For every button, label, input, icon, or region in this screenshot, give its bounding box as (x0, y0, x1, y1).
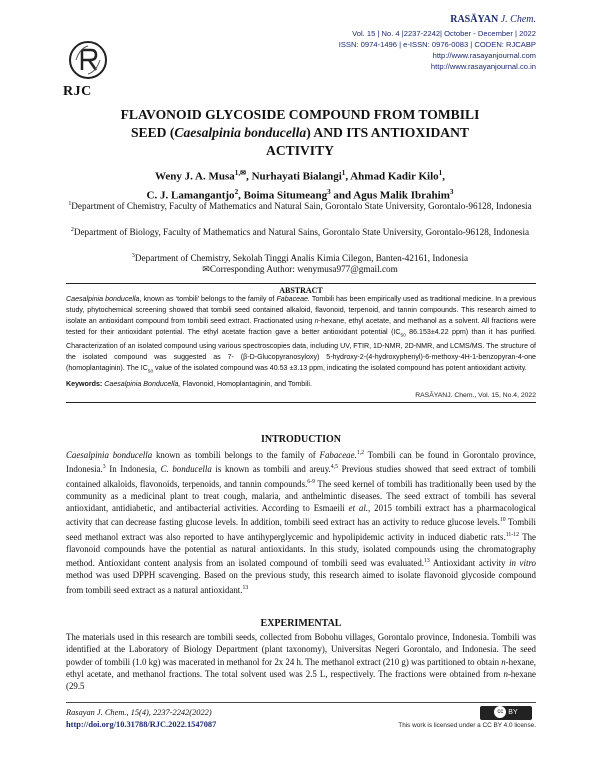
journal-url-com[interactable]: http://www.rasayanjournal.com (432, 51, 536, 60)
journal-name: RASĀYAN J. Chem. (450, 14, 536, 25)
journal-logo-emblem (68, 40, 108, 80)
introduction-text: Caesalpinia bonducella known as tombili belongs to the family of Fabaceae.$^{1,2}$ Tombili can be found in Gorontalo province, Indonesia.$^3$ In Indonesia, C. bonducella is known as tombili and areuy.$^{4,5}$ Previous studies showed that seed extract of tombili contained alkaloids, flavonoids, terpenoids, and tannin compounds.$^{6-9}$ The seed kernel of tombili has traditionally been used by the community as a medicinal plant to treat cough, malaria, and anthelmintic diseases. The seed extract of tombili has several antioxidant, antidiabetic, and antibacterial activities. According to Esmaeili et al., 2015 tombili extract has a pharmacological activity that can decrease fasting glucose levels. In addition, tombili seed extract has an activity to reduce glucose levels.$^{10}$ Tombili seed methanol extract was also reported to have antihyperglycemic and hypolipidemic activity in induced diabetic rats.$^{11-12}$ The flavonoid compounds have the potential as natural antioxidants. In this study, isolated compounds using the chromatography method. Antioxidant content analysis from an isolated compound of tombili seed was evaluated.$^{13}$ Antioxidant activity in vitro method was used DPPH scavenging. Based on the previous study, this research aimed to isolate flavonoid glycoside compound from tombili seed extract as a natural antioxidant.$^{13}$ (66, 449, 537, 595)
journal-logo-text: RJC (63, 84, 92, 99)
experimental-text: The materials used in this research are tombili seeds, collected from Bobohu villages, Gorontalo province, Indonesia. Tombili was identified at the Laboratory of Biology Department (plant taxonomy), Universitas Negeri Gorontalo, and Indonesia. The seed powder of tombili (1.0 kg) was macerated in methanol for 2x 24 h. The methanol extract (210 g) was partitioned to obtain n-hexane, ethyl acetate, and methanol fractions. The total solvent used was 2.5 L, respectively. The fractions were obtained from n-hexane (29.5 (66, 632, 536, 692)
abstract-text: Caesalpinia bonducella, known as ‘tombili’ belongs to the family of Fabaceae. Tombili has been empirically used as traditional medicine. In a previous study, phytochemical screening showed that tombili seed contained alkaloid, flavonoid, terpenoid, and tannin compounds. This research aimed to isolate an antioxidant compound from tombili seed extract. Fractionated using n-hexane, ethyl acetate, and methanol as a solvent. All fractions were tested for their antioxidant potential. The ethyl acetate fraction gave a better antioxidant potential ($IC_{50}$ 86.153±4.22 ppm) than it has purified. Characterization of an isolated compound using various spectroscopies data, including UV, FTIR, 1D-NMR, 2D-NMR, and LCMS/MS. The structure of the isolated compound was suggested as 7- (β-D-Glucopyranosyloxy) 5-hydroxy-2-(4-hydroxyphenyl)-6-methoxy-4H-1-benzopyran-4-one (homoplantaginin). The $IC_{50}$ value of the isolated compound was 40.53 ±3.13 ppm, indicating the isolated compound has potent antioxidant activity. (66, 295, 537, 374)
keywords: Keywords: Caesalpinia Bonducella, Flavonoid, Homoplantaginin, and Tombili. (66, 380, 312, 388)
footer-rule (66, 702, 536, 703)
abstract-bottom-rule (66, 402, 536, 403)
footer-doi-link[interactable]: http://doi.org/10.31788/RJC.2022.1547087 (66, 720, 217, 729)
abstract-heading: ABSTRACT (279, 286, 323, 295)
envelope-icon: ✉ (202, 264, 210, 274)
affiliation-3: $^3$Department of Chemistry, Sekolah Tinggi Analis Kimia Cilegon, Banten-42161, Indonesia (131, 253, 469, 264)
journal-url-coin[interactable]: http://www.rasayanjournal.co.in (430, 62, 536, 71)
author-list: Weny J. A. Musa$^{1,✉}$, Nurhayati Bialangi$^1$, Ahmad Kadir Kilo$^1$, C. J. Lamangantjo$^2$, Boima Situmeang$^3$ and Agus Malik Ibrahim$^3$ (146, 169, 454, 202)
experimental-heading: EXPERIMENTAL (260, 618, 342, 629)
volume-line: Vol. 15 | No. 4 |2237-2242| October - December | 2022 (352, 29, 536, 38)
article-title: FLAVONOID GLYCOSIDE COMPOUND FROM TOMBILI SEED (Caesalpinia bonducella) AND ITS ANTIOXIDANT ACTIVITY (120, 107, 480, 158)
cc-license-badge[interactable]: cc BY (480, 706, 532, 720)
abstract-citation: RASĀYANJ. Chem., Vol. 15, No.4, 2022 (415, 392, 536, 399)
abstract-top-rule (66, 283, 536, 284)
introduction-heading: INTRODUCTION (260, 434, 341, 445)
license-text: This work is licensed under a CC BY 4.0 license. (398, 722, 536, 729)
issn-line: ISSN: 0974-1496 | e-ISSN: 0976-0083 | CODEN: RJCABP (338, 40, 536, 49)
footer-journal-cite: Rasayan J. Chem., 15(4), 2237-2242(2022) (66, 708, 212, 717)
creative-commons-icon: cc (494, 706, 506, 718)
affiliation-1: $^1$Department of Chemistry, Faculty of Mathematics and Natural Sain, Gorontalo State University, Gorontalo-96128, Indonesia (68, 201, 532, 212)
corresponding-author: ✉Corresponding Author: wenymusa977@gmail.com (202, 264, 398, 274)
affiliation-2: $^2$Department of Biology, Faculty of Mathematics and Natural Sains, Gorontalo State University, Gorontalo-96128, Indonesia (70, 227, 530, 238)
